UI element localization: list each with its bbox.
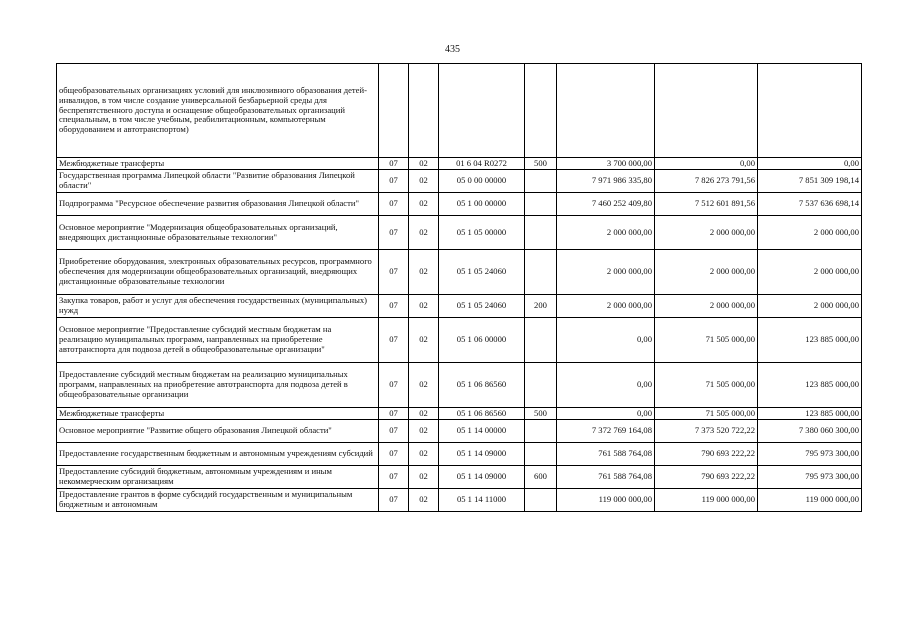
- amount-year-3-cell: 123 885 000,00: [758, 363, 862, 408]
- table-row: [57, 443, 862, 466]
- table-row: [57, 216, 862, 250]
- expense-type-cell: [525, 216, 557, 250]
- expense-type-cell: 500: [525, 158, 557, 170]
- section-code-cell: 07: [379, 318, 409, 363]
- section-code-cell: [379, 64, 409, 158]
- expense-type-cell: [525, 443, 557, 466]
- amount-year-1-cell: 0,00: [557, 408, 655, 420]
- amount-year-1-cell: 2 000 000,00: [557, 216, 655, 250]
- subsection-code-cell: 02: [409, 193, 439, 216]
- section-code-cell: 07: [379, 408, 409, 420]
- amount-year-1-cell: 0,00: [557, 363, 655, 408]
- item-name-cell: Предоставление государственным бюджетным и автономным учреждениям субсидий: [57, 443, 379, 466]
- table-row: [57, 250, 862, 295]
- target-article-cell: 05 0 00 00000: [439, 170, 525, 193]
- amount-year-3-cell: 2 000 000,00: [758, 216, 862, 250]
- amount-year-3-cell: 795 973 300,00: [758, 443, 862, 466]
- item-name-cell: общеобразовательных организациях условий для инклюзивного образования детей-инвалидов, в том числе создание универсальной безбарьерной среды для беспрепятственного доступа и оснащение общеобразовательных организаций специальным, в том числе учебным, реабилитационным, компьютерным оборудованием и автотранспортом): [57, 64, 379, 158]
- amount-year-3-cell: [758, 64, 862, 158]
- amount-year-3-cell: 795 973 300,00: [758, 466, 862, 489]
- table-row: [57, 170, 862, 193]
- amount-year-2-cell: 2 000 000,00: [655, 216, 758, 250]
- section-code-cell: 07: [379, 216, 409, 250]
- table-row: [57, 193, 862, 216]
- subsection-code-cell: 02: [409, 250, 439, 295]
- amount-year-2-cell: 71 505 000,00: [655, 363, 758, 408]
- target-article-cell: 05 1 05 24060: [439, 295, 525, 318]
- expense-type-cell: [525, 363, 557, 408]
- amount-year-3-cell: 7 380 060 300,00: [758, 420, 862, 443]
- amount-year-2-cell: 0,00: [655, 158, 758, 170]
- item-name-cell: Предоставление субсидий местным бюджетам на реализацию муниципальных программ, направленных на приобретение автотранспорта для подвоза детей в общеобразовательные организации: [57, 363, 379, 408]
- item-name-cell: Межбюджетные трансферты: [57, 408, 379, 420]
- target-article-cell: 05 1 14 11000: [439, 489, 525, 512]
- amount-year-3-cell: 7 537 636 698,14: [758, 193, 862, 216]
- expense-type-cell: [525, 420, 557, 443]
- table-row: [57, 64, 862, 158]
- subsection-code-cell: 02: [409, 466, 439, 489]
- amount-year-2-cell: 2 000 000,00: [655, 295, 758, 318]
- target-article-cell: 05 1 06 86560: [439, 363, 525, 408]
- section-code-cell: 07: [379, 489, 409, 512]
- amount-year-3-cell: 2 000 000,00: [758, 250, 862, 295]
- target-article-cell: [439, 64, 525, 158]
- subsection-code-cell: 02: [409, 408, 439, 420]
- amount-year-1-cell: 2 000 000,00: [557, 295, 655, 318]
- amount-year-1-cell: 0,00: [557, 318, 655, 363]
- subsection-code-cell: [409, 64, 439, 158]
- amount-year-2-cell: 790 693 222,22: [655, 443, 758, 466]
- expense-type-cell: 600: [525, 466, 557, 489]
- subsection-code-cell: 02: [409, 318, 439, 363]
- section-code-cell: 07: [379, 158, 409, 170]
- table-row: [57, 363, 862, 408]
- table-row: [57, 318, 862, 363]
- subsection-code-cell: 02: [409, 489, 439, 512]
- target-article-cell: 05 1 06 00000: [439, 318, 525, 363]
- target-article-cell: 05 1 00 00000: [439, 193, 525, 216]
- amount-year-1-cell: 7 372 769 164,08: [557, 420, 655, 443]
- amount-year-1-cell: 761 588 764,08: [557, 443, 655, 466]
- amount-year-1-cell: 2 000 000,00: [557, 250, 655, 295]
- target-article-cell: 05 1 06 86560: [439, 408, 525, 420]
- amount-year-1-cell: 761 588 764,08: [557, 466, 655, 489]
- table-row: [57, 420, 862, 443]
- target-article-cell: 05 1 14 00000: [439, 420, 525, 443]
- subsection-code-cell: 02: [409, 170, 439, 193]
- page-number: 435: [445, 44, 460, 55]
- section-code-cell: 07: [379, 420, 409, 443]
- subsection-code-cell: 02: [409, 363, 439, 408]
- target-article-cell: 05 1 14 09000: [439, 443, 525, 466]
- amount-year-2-cell: 71 505 000,00: [655, 408, 758, 420]
- section-code-cell: 07: [379, 466, 409, 489]
- expense-type-cell: [525, 318, 557, 363]
- amount-year-3-cell: 0,00: [758, 158, 862, 170]
- amount-year-3-cell: 123 885 000,00: [758, 318, 862, 363]
- target-article-cell: 05 1 05 24060: [439, 250, 525, 295]
- amount-year-2-cell: 2 000 000,00: [655, 250, 758, 295]
- target-article-cell: 01 6 04 R0272: [439, 158, 525, 170]
- expense-type-cell: [525, 64, 557, 158]
- table-row: [57, 295, 862, 318]
- item-name-cell: Основное мероприятие "Предоставление субсидий местным бюджетам на реализацию муниципальных программ, направленных на приобретение автотранспорта для подвоза детей в общеобразовательные организации": [57, 318, 379, 363]
- amount-year-1-cell: 3 700 000,00: [557, 158, 655, 170]
- amount-year-2-cell: 790 693 222,22: [655, 466, 758, 489]
- amount-year-2-cell: 7 512 601 891,56: [655, 193, 758, 216]
- item-name-cell: Основное мероприятие "Развитие общего образования Липецкой области": [57, 420, 379, 443]
- item-name-cell: Закупка товаров, работ и услуг для обеспечения государственных (муниципальных) нужд: [57, 295, 379, 318]
- amount-year-3-cell: 2 000 000,00: [758, 295, 862, 318]
- amount-year-2-cell: 119 000 000,00: [655, 489, 758, 512]
- table-row: [57, 158, 862, 170]
- budget-table: [56, 63, 862, 512]
- item-name-cell: Межбюджетные трансферты: [57, 158, 379, 170]
- table-row: [57, 489, 862, 512]
- section-code-cell: 07: [379, 250, 409, 295]
- item-name-cell: Подпрограмма "Ресурсное обеспечение развития образования Липецкой области": [57, 193, 379, 216]
- item-name-cell: Основное мероприятие "Модернизация общеобразовательных организаций, внедряющих дистанционные образовательные технологии": [57, 216, 379, 250]
- expense-type-cell: 200: [525, 295, 557, 318]
- amount-year-1-cell: [557, 64, 655, 158]
- target-article-cell: 05 1 14 09000: [439, 466, 525, 489]
- section-code-cell: 07: [379, 295, 409, 318]
- expense-type-cell: [525, 193, 557, 216]
- amount-year-1-cell: 7 460 252 409,80: [557, 193, 655, 216]
- expense-type-cell: [525, 250, 557, 295]
- table-row: [57, 466, 862, 489]
- amount-year-2-cell: [655, 64, 758, 158]
- amount-year-1-cell: 7 971 986 335,80: [557, 170, 655, 193]
- table-row: [57, 408, 862, 420]
- amount-year-2-cell: 71 505 000,00: [655, 318, 758, 363]
- item-name-cell: Предоставление субсидий бюджетным, автономным учреждениям и иным некоммерческим организациям: [57, 466, 379, 489]
- subsection-code-cell: 02: [409, 295, 439, 318]
- amount-year-2-cell: 7 373 520 722,22: [655, 420, 758, 443]
- expense-type-cell: 500: [525, 408, 557, 420]
- item-name-cell: Государственная программа Липецкой области "Развитие образования Липецкой области": [57, 170, 379, 193]
- subsection-code-cell: 02: [409, 420, 439, 443]
- subsection-code-cell: 02: [409, 443, 439, 466]
- section-code-cell: 07: [379, 443, 409, 466]
- amount-year-3-cell: 123 885 000,00: [758, 408, 862, 420]
- section-code-cell: 07: [379, 363, 409, 408]
- table-body: [57, 64, 862, 512]
- amount-year-3-cell: 7 851 309 198,14: [758, 170, 862, 193]
- item-name-cell: Приобретение оборудования, электронных образовательных ресурсов, программного обеспечения для модернизации общеобразовательных организаций, внедряющих дистанционные образовательные технологии: [57, 250, 379, 295]
- target-article-cell: 05 1 05 00000: [439, 216, 525, 250]
- section-code-cell: 07: [379, 170, 409, 193]
- subsection-code-cell: 02: [409, 158, 439, 170]
- amount-year-2-cell: 7 826 273 791,56: [655, 170, 758, 193]
- section-code-cell: 07: [379, 193, 409, 216]
- amount-year-3-cell: 119 000 000,00: [758, 489, 862, 512]
- item-name-cell: Предоставление грантов в форме субсидий государственным и муниципальным бюджетным и автономным: [57, 489, 379, 512]
- expense-type-cell: [525, 170, 557, 193]
- subsection-code-cell: 02: [409, 216, 439, 250]
- amount-year-1-cell: 119 000 000,00: [557, 489, 655, 512]
- expense-type-cell: [525, 489, 557, 512]
